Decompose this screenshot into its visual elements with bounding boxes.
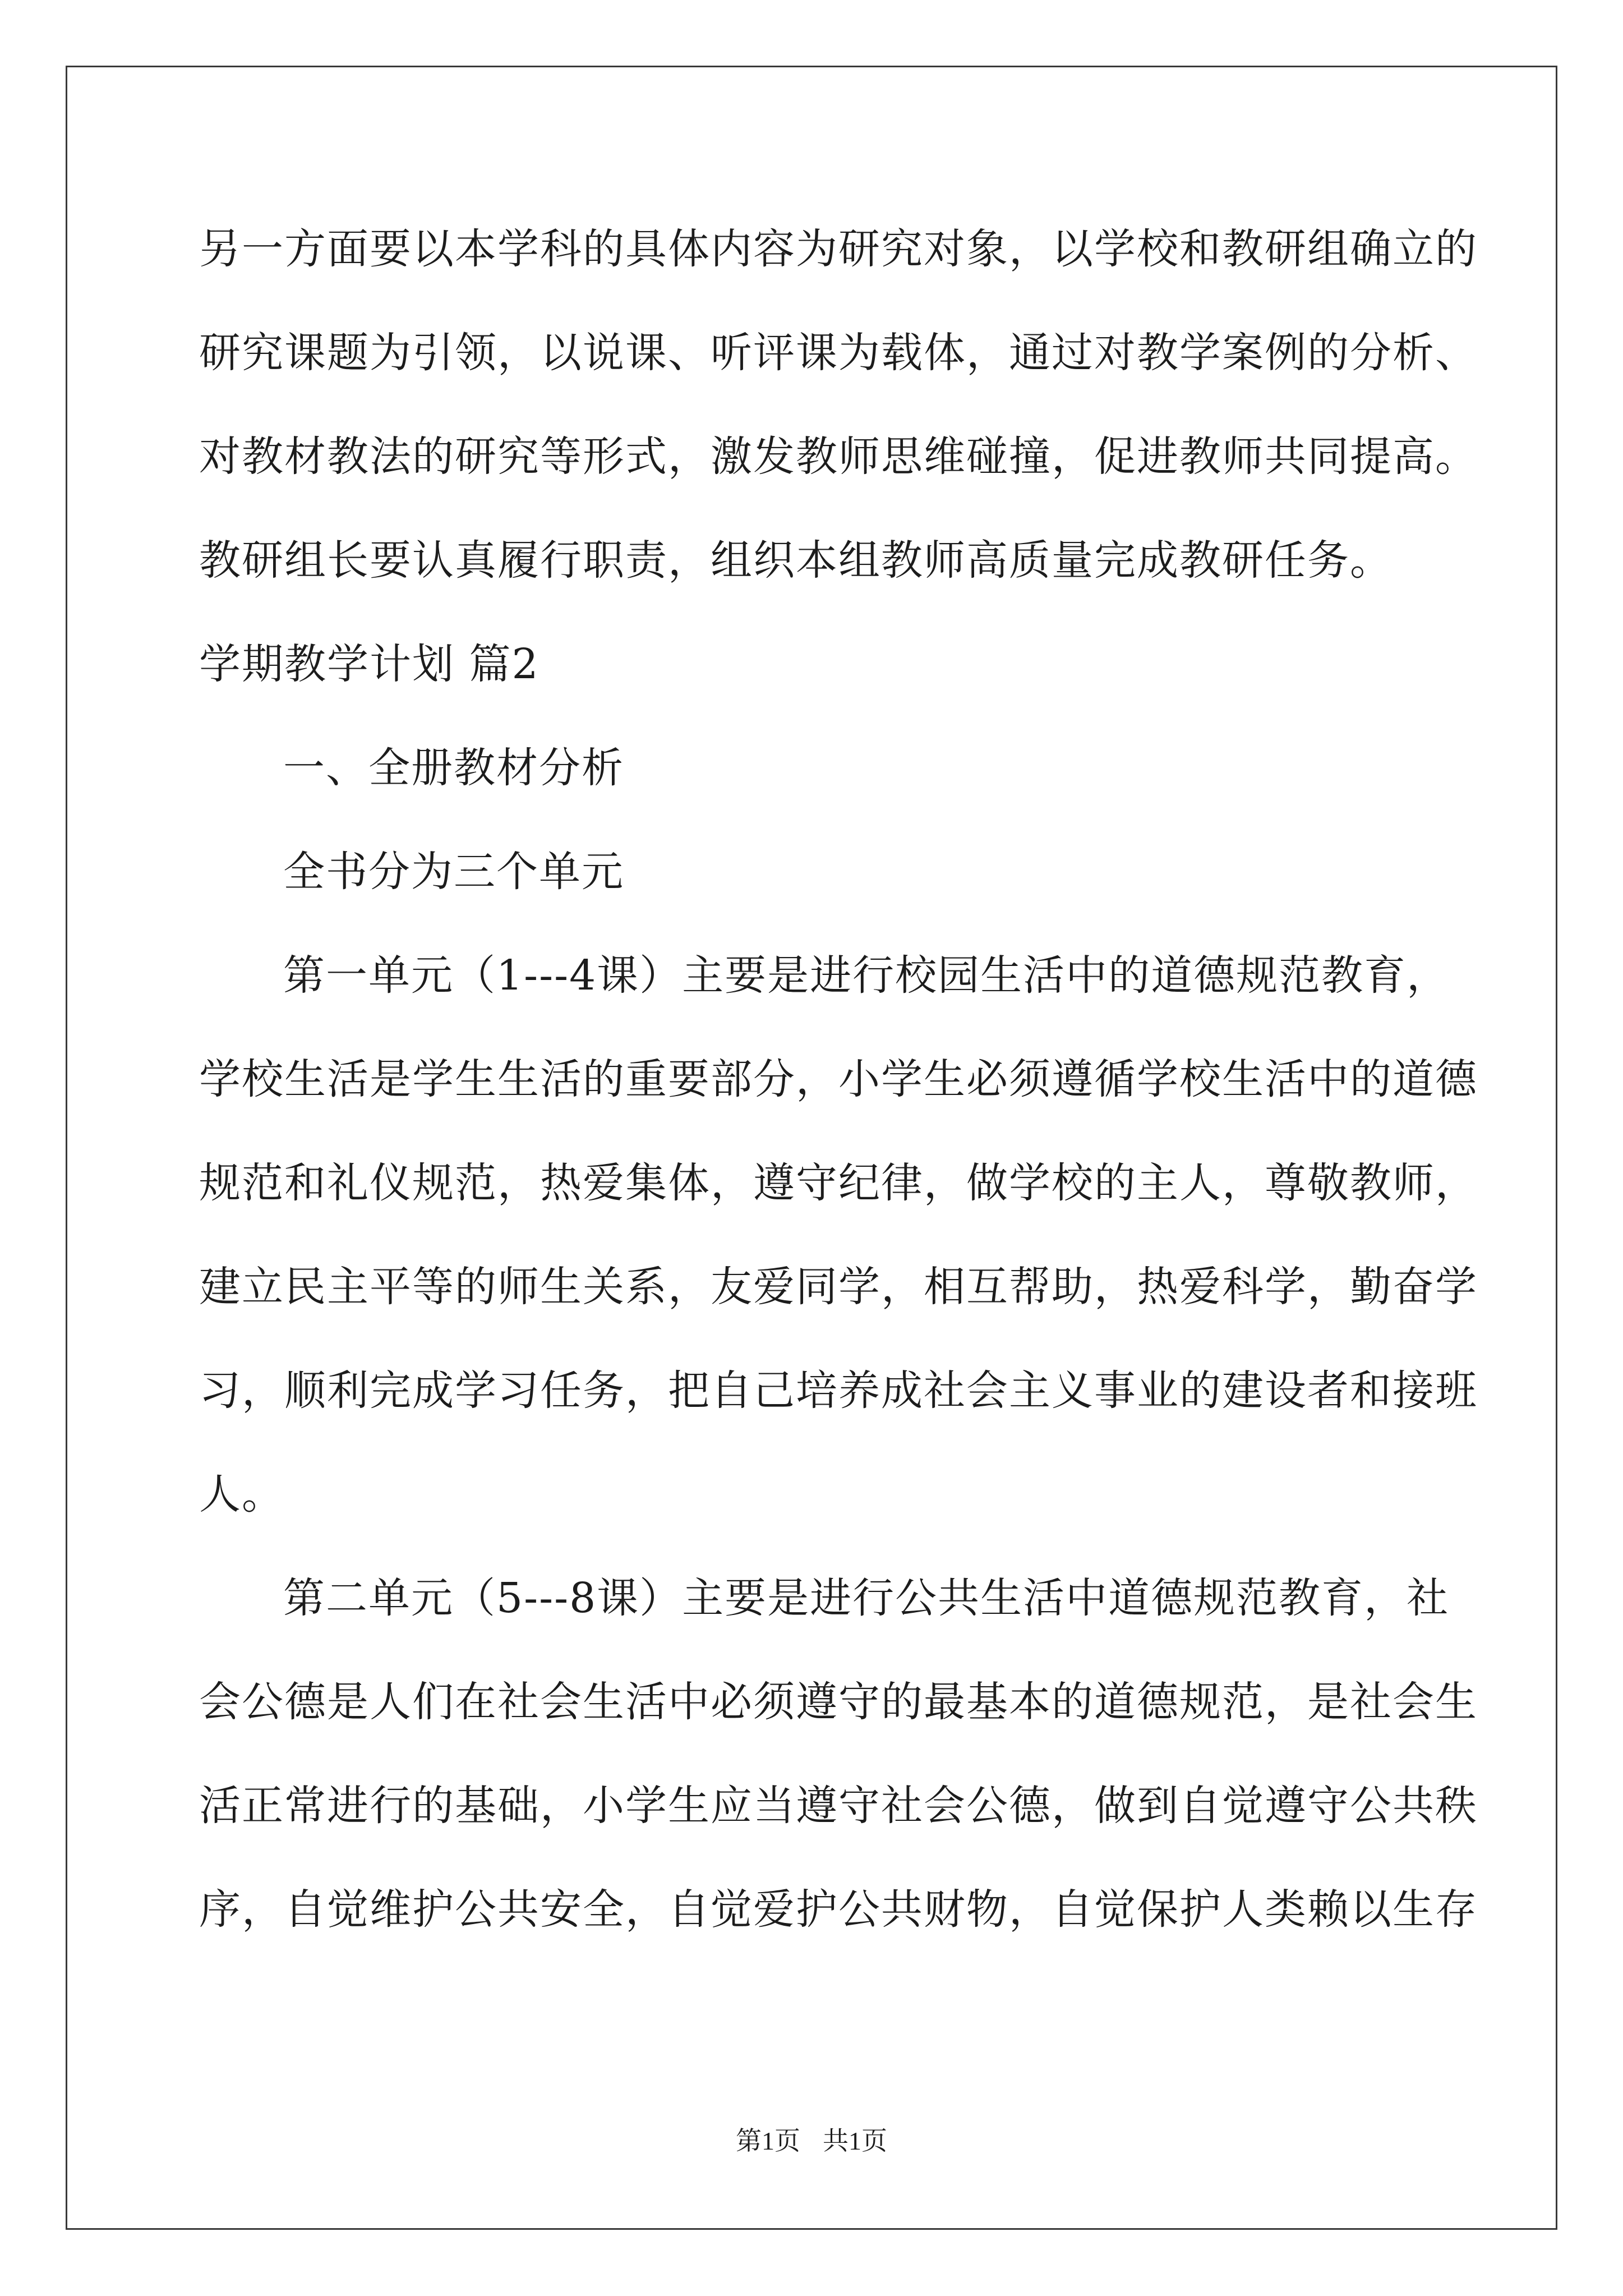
text-line: 人。 [199, 1470, 284, 1519]
subsection-heading: 一、全册教材分析 [283, 744, 624, 792]
paragraph-start: 第二单元（5---8课）主要是进行公共生活中道德规范教育，社 [283, 1574, 1450, 1622]
text-line: 另一方面要以本学科的具体内容为研究对象，以学校和教研组确立的 [199, 225, 1478, 273]
text-line: 全书分为三个单元 [283, 848, 624, 896]
text-line: 习，顺利完成学习任务，把自己培养成社会主义事业的建设者和接班 [199, 1366, 1478, 1415]
page-number-total: 共1页 [823, 2127, 887, 2155]
text-line: 研究课题为引领，以说课、听评课为载体，通过对教学案例的分析、 [199, 329, 1478, 377]
page-number-current: 第1页 [736, 2127, 800, 2155]
text-line: 建立民主平等的师生关系，友爱同学，相互帮助，热爱科学，勤奋学 [199, 1263, 1478, 1311]
page-footer [0, 2120, 1623, 2157]
paragraph-start: 第一单元（1---4课）主要是进行校园生活中的道德规范教育， [283, 951, 1450, 1000]
text-line: 教研组长要认真履行职责，组织本组教师高质量完成教研任务。 [199, 536, 1393, 585]
section-heading: 学期教学计划 篇2 [199, 640, 540, 688]
text-line: 序，自觉维护公共安全，自觉爱护公共财物，自觉保护人类赖以生存 [199, 1885, 1478, 1934]
text-line: 学校生活是学生生活的重要部分，小学生必须遵循学校生活中的道德 [199, 1055, 1478, 1103]
text-line: 会公德是人们在社会生活中必须遵守的最基本的道德规范，是社会生 [199, 1678, 1478, 1726]
text-line: 对教材教法的研究等形式，激发教师思维碰撞，促进教师共同提高。 [199, 432, 1478, 481]
text-line: 规范和礼仪规范，热爱集体，遵守纪律，做学校的主人，尊敬教师， [199, 1159, 1478, 1207]
text-line: 活正常进行的基础，小学生应当遵守社会公德，做到自觉遵守公共秩 [199, 1782, 1478, 1830]
